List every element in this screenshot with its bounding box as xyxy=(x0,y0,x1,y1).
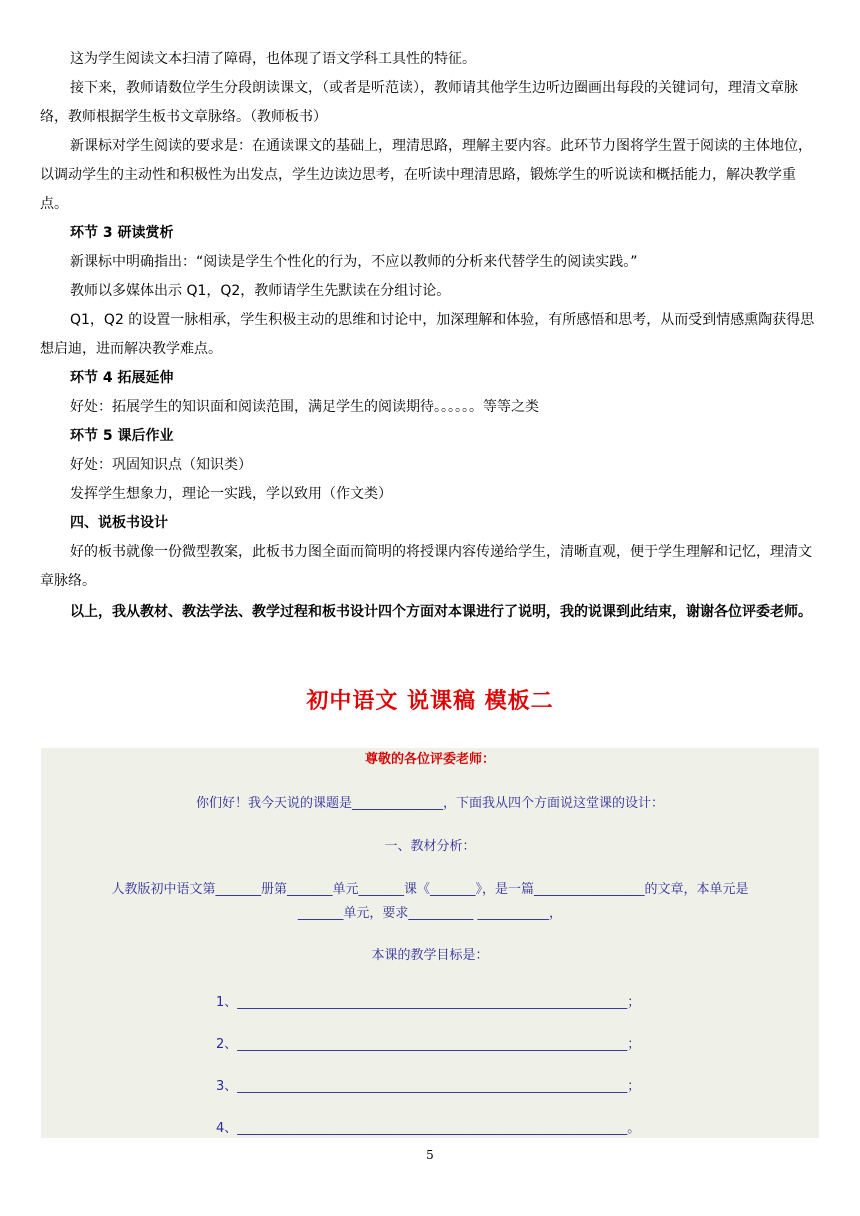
template-goal-line: 1、____________________________________________________________； xyxy=(216,995,641,1010)
template-goals-heading: 本课的教学目标是： xyxy=(371,948,489,963)
paragraph: 这为学生阅读文本扫清了障碍，也体现了语文学科工具性的特征。 xyxy=(70,51,476,67)
paragraph: 新课标对学生阅读的要求是：在通读课文的基础上，理清思路，理解主要内容。此环节力图将学生置于阅读的主体地位，以调动学生的主动性和积极性为出发点，学生边读边思考，在听读中理清思路，锻炼学生的听说读和概括能力，解决教学重点。 xyxy=(40,138,812,212)
paragraph: 发挥学生想象力，理论一实践，学以致用（作文类） xyxy=(70,486,392,502)
template-greeting: 尊敬的各位评委老师： xyxy=(364,752,495,767)
paragraph: 好处：拓展学生的知识面和阅读范围，满足学生的阅读期待。。。。。。等等之类 xyxy=(70,399,539,415)
section-title: 初中语文 说课稿 模板二 xyxy=(306,689,554,714)
template-heading: 一、教材分析： xyxy=(384,839,476,854)
template-goal-line: 4、____________________________________________________________。 xyxy=(216,1121,641,1136)
page-number: 5 xyxy=(426,1148,434,1162)
template-textbook-line: 人教版初中语文第_______册第_______单元_______课《_______》，是一篇_________________的文章，本单元是 xyxy=(111,882,749,897)
paragraph: 好处：巩固知识点（知识类） xyxy=(70,457,252,473)
step-heading: 环节 3 研读赏析 xyxy=(70,225,174,241)
closing-paragraph: 以上，我从教材、教法学法、教学过程和板书设计四个方面对本课进行了说明，我的说课到此结束，谢谢各位评委老师。 xyxy=(70,604,812,620)
step-heading: 环节 4 拓展延伸 xyxy=(70,370,174,386)
template-intro: 你们好！我今天说的课题是______________，下面我从四个方面说这堂课的设计： xyxy=(195,796,664,811)
step-heading: 环节 5 课后作业 xyxy=(70,428,174,444)
paragraph: 好的板书就像一份微型教案，此板书力图全面而简明的将授课内容传递给学生，清晰直观，便于学生理解和记忆，理清文章脉络。 xyxy=(40,544,812,589)
template-box xyxy=(41,748,819,1138)
template-goal-line: 2、____________________________________________________________； xyxy=(216,1037,641,1052)
template-textbook-line: _______单元，要求__________ ___________， xyxy=(297,906,563,921)
section-heading: 四、说板书设计 xyxy=(70,515,168,531)
template-goal-line: 3、____________________________________________________________； xyxy=(216,1079,641,1094)
paragraph: Q1，Q2 的设置一脉相承，学生积极主动的思维和讨论中，加深理解和体验，有所感悟和思考，从而受到情感熏陶获得思想启迪，进而解决教学难点。 xyxy=(40,312,815,357)
paragraph: 新课标中明确指出：“阅读是学生个性化的行为，不应以教师的分析来代替学生的阅读实践。” xyxy=(70,254,638,270)
paragraph: 教师以多媒体出示 Q1，Q2，教师请学生先默读在分组讨论。 xyxy=(70,283,451,299)
paragraph: 接下来，教师请数位学生分段朗读课文，（或者是听范读），教师请其他学生边听边圈画出每段的关键词句，理清文章脉络，教师根据学生板书文章脉络。（教师板书） xyxy=(40,80,798,125)
